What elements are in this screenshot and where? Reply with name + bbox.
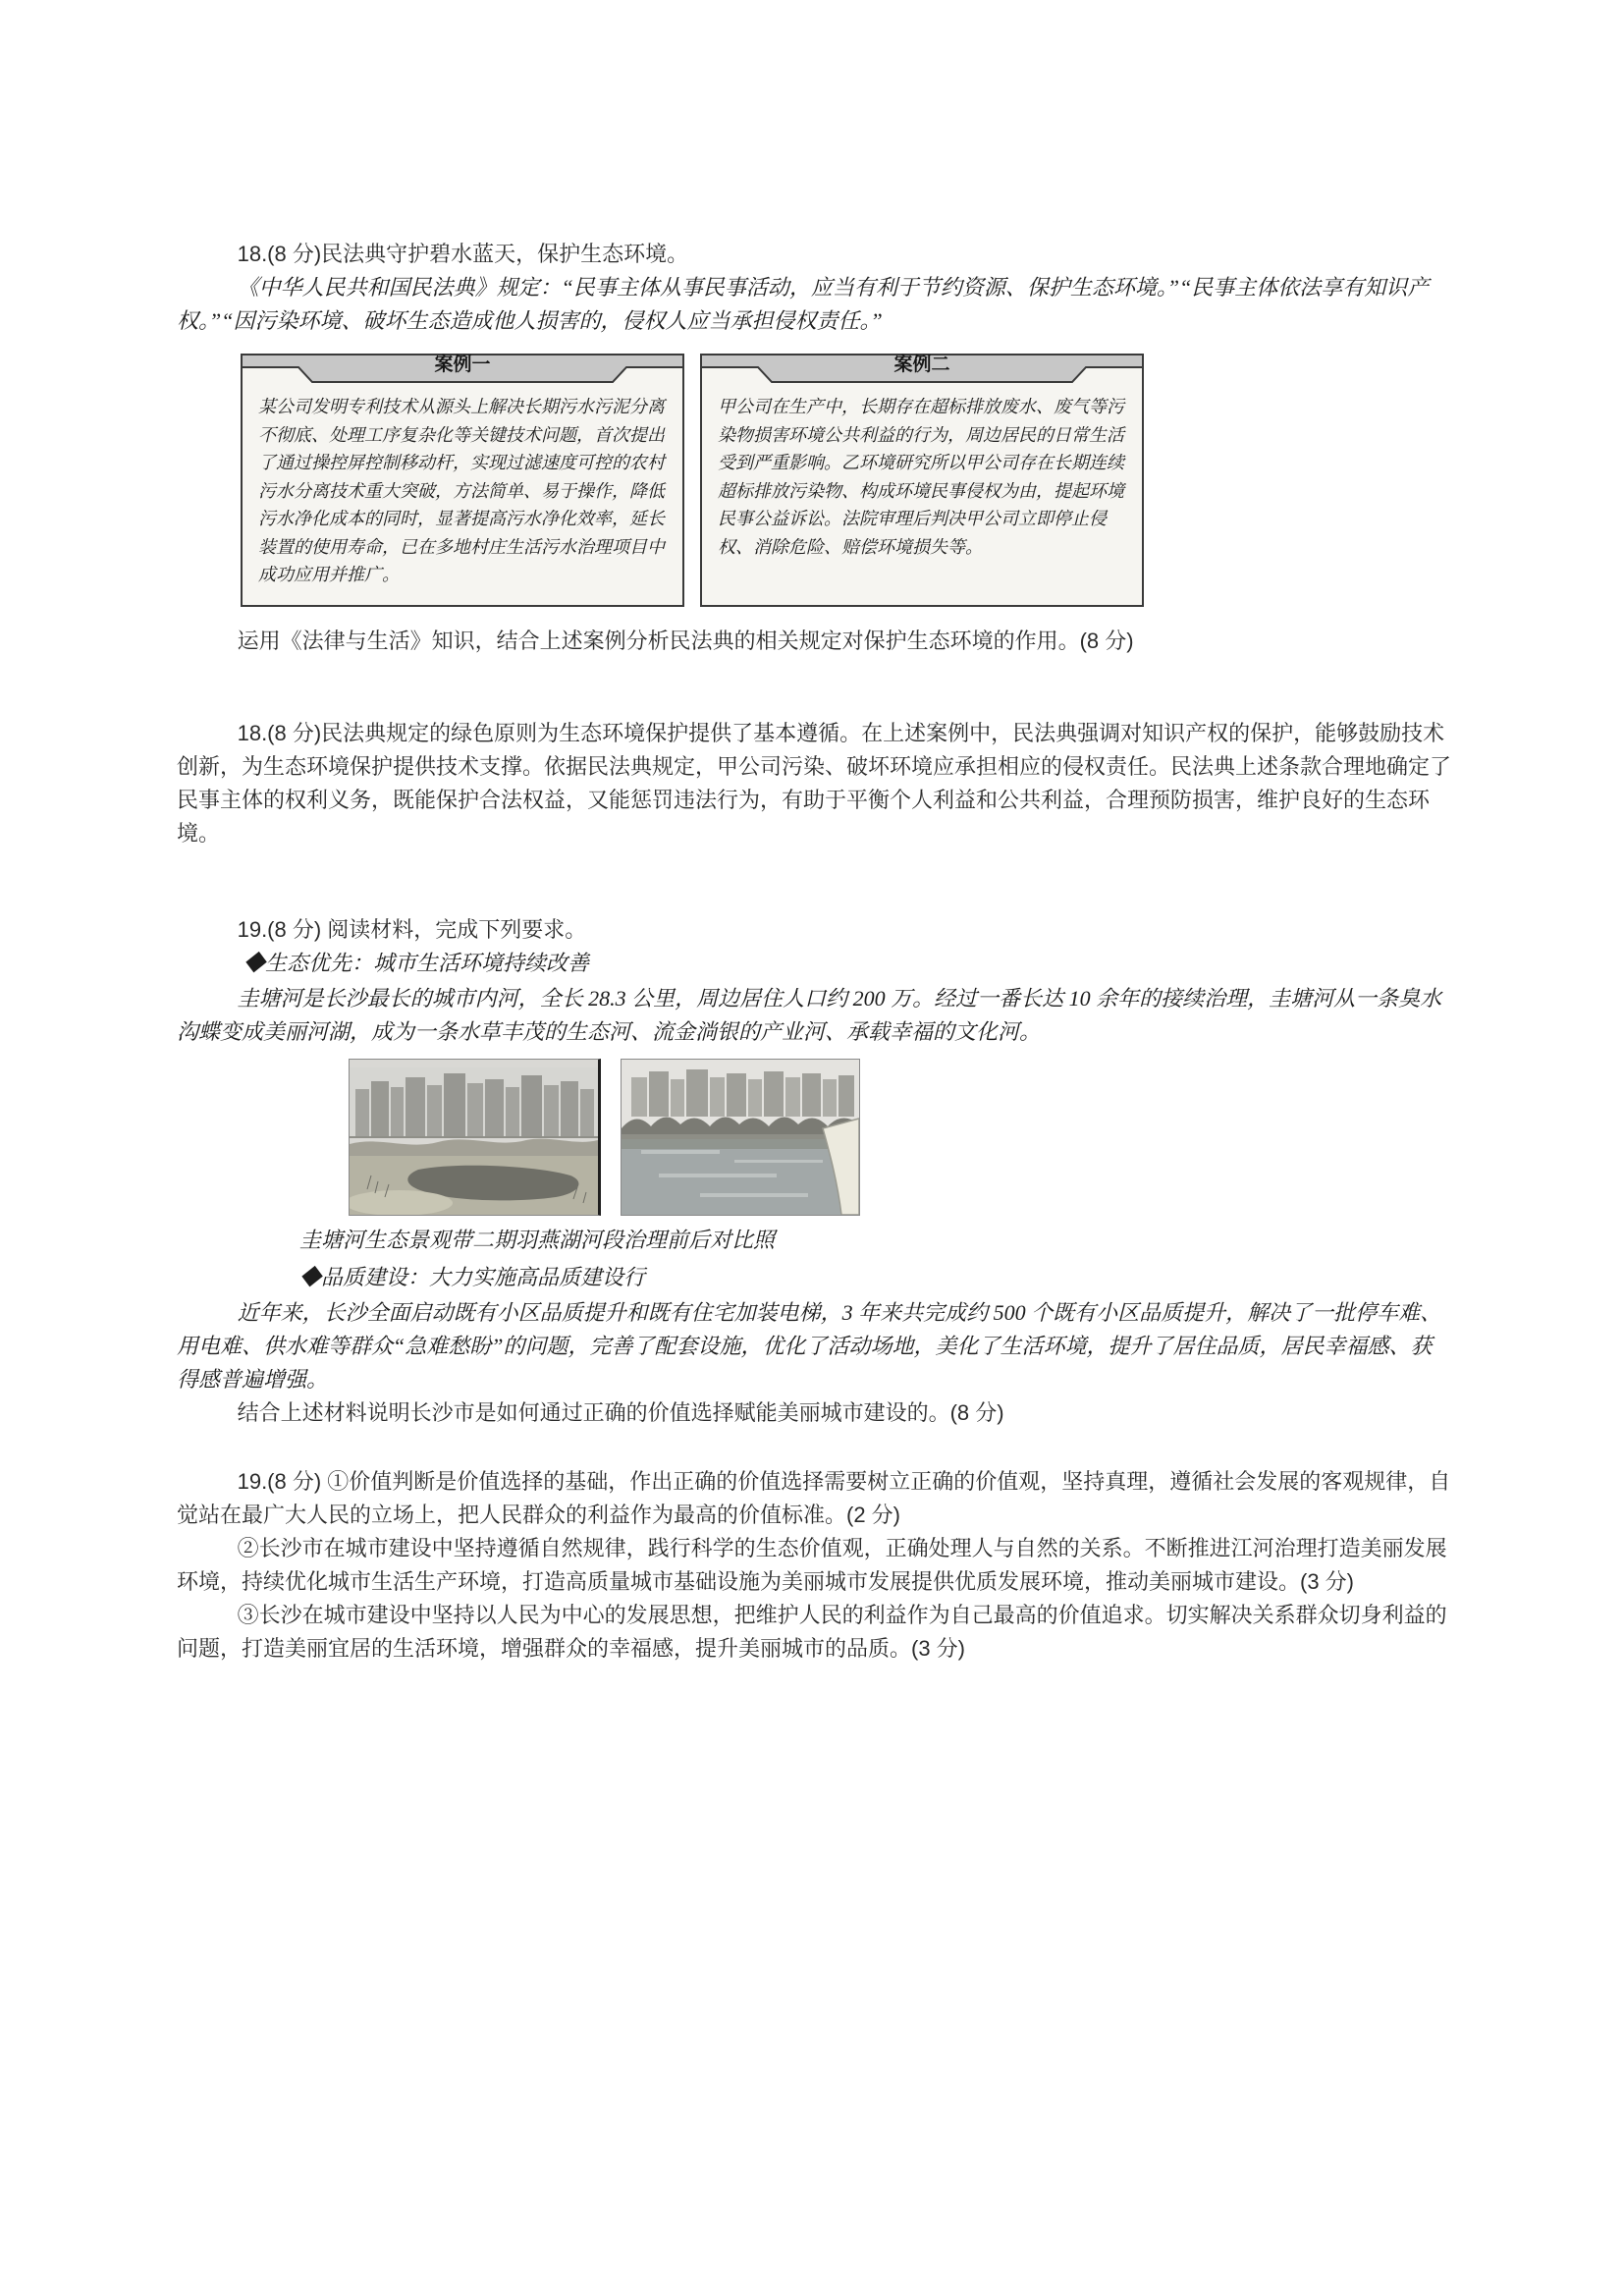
q19-answer-point-1: 19.(8 分) ①价值判断是价值选择的基础，作出正确的价值选择需要树立正确的价值观，坚持真理，遵循社会发展的客观规律，自觉站在最广大人民的立场上，把人民群众的利益作为最高的价值标准。(2 分) — [177, 1468, 1451, 1527]
case-tab-1 — [241, 354, 684, 383]
photo-caption: 圭塘河生态景观带二期羽燕湖河段治理前后对比照 — [299, 1227, 776, 1252]
case-1-text: 某公司发明专利技术从源头上解决长期污水污泥分离不彻底、处理工序复杂化等关键技术问题，首次提出了通过操控屏控制移动杆，实现过滤速度可控的农村污水分离技术重大突破，方法简单、易于操作，降低污水净化成本的同时，显著提高污水净化效率，延长装置的使用寿命，已在多地村庄生活污水治理项目中成功应用并推广。 — [258, 397, 665, 584]
q18-answer: 18.(8 分)民法典规定的绿色原则为生态环境保护提供了基本遵循。在上述案例中，民法典强调对知识产权的保护，能够鼓励技术创新，为生态环境保护提供技术支撑。依据民法典规定，甲公司污染、破坏环境应承担相应的侵权责任。民法典上述条款合理地确定了民事主体的权利义务，既能保护合法权益，又能惩罚违法行为，有助于平衡个人利益和公共利益，合理预防损害，维护良好的生态环境。 — [177, 720, 1452, 846]
q18-prompt: 运用《法律与生活》知识，结合上述案例分析民法典的相关规定对保护生态环境的作用。(8 分) — [237, 628, 1134, 653]
blank-gap — [177, 658, 1453, 717]
case-box-1 — [241, 354, 684, 607]
q19-material-2: 近年来，长沙全面启动既有小区品质提升和既有住宅加装电梯，3 年来共完成约 500 个既有小区品质提升，解决了一批停车难、用电难、供水难等群众“急难愁盼”的问题，完善了配套设施，优化了活动场地，美化了生活环境，提升了居住品质，居民幸福感、获得感普遍增强。 — [177, 1299, 1442, 1392]
case-tab-2 — [700, 354, 1144, 383]
photo-river-before-treatment — [349, 1059, 601, 1216]
case-boxes-row — [241, 354, 1144, 607]
blank-gap — [177, 850, 1453, 913]
case-box-2 — [700, 354, 1144, 607]
q19-prompt: 结合上述材料说明长沙市是如何通过正确的价值选择赋能美丽城市建设的。(8 分) — [237, 1399, 1004, 1425]
question-19-title: 19.(8 分) 阅读材料，完成下列要求。 — [237, 916, 587, 942]
case-1-label: 案例一 — [434, 355, 491, 375]
case-2-text: 甲公司在生产中，长期存在超标排放废水、废气等污染物损害环境公共利益的行为，周边居民的日常生活受到严重影响。乙环境研究所以甲公司存在长期连续超标排放污染物、构成环境民事侵权为由，提起环境民事公益诉讼。法院审理后判决甲公司立即停止侵权、消除危险、赔偿环境损失等。 — [718, 397, 1124, 557]
buildings-skyline — [631, 1069, 854, 1117]
case-2-label: 案例二 — [893, 355, 950, 375]
eco-priority-heading: ◆生态优先：城市生活环境持续改善 — [243, 950, 590, 975]
question-18-title: 18.(8 分)民法典守护碧水蓝天，保护生态环境。 — [237, 242, 689, 266]
q18-material: 《中华人民共和国民法典》规定：“民事主体从事民事活动，应当有利于节约资源、保护生态环境。”“民事主体依法享有知识产权。”“因污染环境、破坏生态造成他人损害的，侵权人应当承担侵权责任。” — [177, 275, 1430, 333]
q19-answer-point-2: ②长沙市在城市建设中坚持遵循自然规律，践行科学的生态价值观，正确处理人与自然的关系。不断推进江河治理打造美丽发展环境，持续优化城市生活生产环境，打造高质量城市基础设施为美丽城市发展提供优质发展环境，推动美丽城市建设。(3 分) — [177, 1535, 1447, 1594]
quality-build-heading: ◆品质建设：大力实施高品质建设行 — [299, 1264, 646, 1289]
photo-river-after-treatment — [621, 1059, 860, 1216]
q19-answer-point-3: ③长沙在城市建设中坚持以人民为中心的发展思想，把维护人民的利益作为自己最高的价值追求。切实解决关系群众切身利益的问题，打造美丽宜居的生活环境，增强群众的幸福感，提升美丽城市的品质。(3 分) — [177, 1602, 1447, 1661]
blank-gap — [177, 1430, 1453, 1465]
river-photos — [349, 1059, 1453, 1216]
q19-material-1: 圭塘河是长沙最长的城市内河，全长 28.3 公里，周边居住人口约 200 万。经过一番长达 10 余年的接续治理，圭塘河从一条臭水沟蝶变成美丽河湖，成为一条水草丰茂的生态河、流金淌银的产业河、承载幸福的文化河。 — [177, 985, 1442, 1044]
